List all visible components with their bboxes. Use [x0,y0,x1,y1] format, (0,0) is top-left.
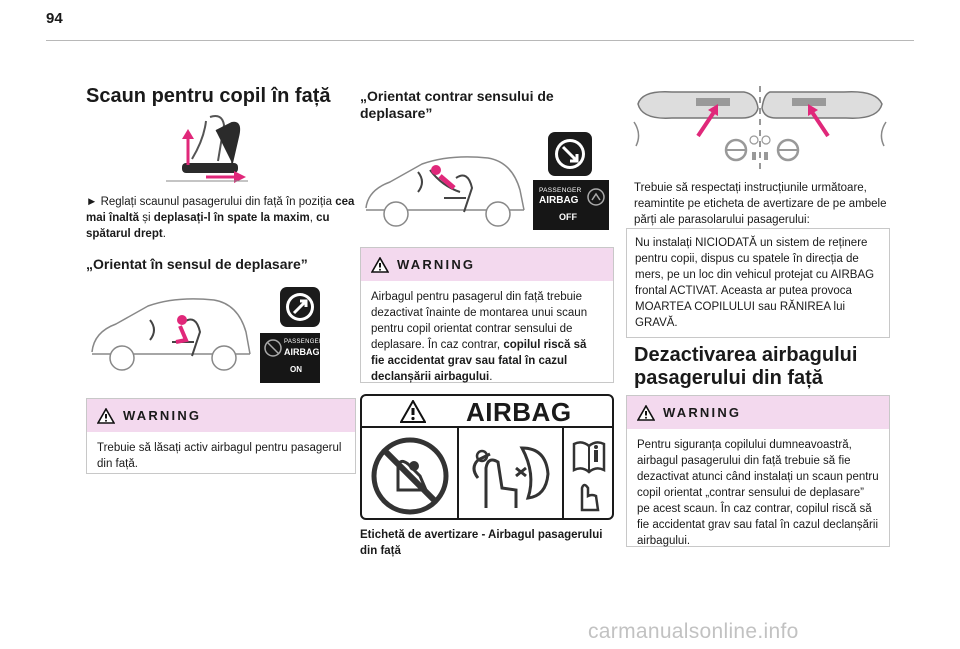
warning-text: Trebuie să lăsați activ airbagul pentru pasagerul din față. [97,442,342,470]
passenger-airbag-off-label: PASSENGER AIRBAG OFF [533,180,609,230]
warning-box-deactivate-airbag [360,247,614,383]
section-title-front-child-seat: Scaun pentru copil în față [86,85,331,107]
warning-header [361,248,613,281]
airbag-disabled-icon [264,339,282,357]
warning-box-child-safety [626,395,890,547]
top-divider [46,40,914,41]
warning-triangle-icon [97,408,115,424]
sun-visor-label-illustration [632,82,888,176]
airbag-switch-off-icon [548,132,592,176]
warning-header [87,399,355,432]
car-rear-facing-illustration [360,150,530,230]
warning-triangle-icon [371,257,389,273]
airbag-label-caption: Etichetă de avertizare - Airbagul pasagerului din față [360,529,603,557]
airbag-label-word: AIRBAG [466,397,572,427]
warning-text: Pentru siguranța copilului dumneavoastră, airbagul pasagerului din față trebuie să fie dezactivat atunci când instalați un scaun pentru copil orientat „contrar sensului de deplasare” pe acest scaun. În caz contrar, copilul riscă să fie accidentat grav sau fatal în cazul declanșării airbagului. [637,439,879,547]
subtitle-forward-facing: „Orientat în sensul de deplasare” [86,256,308,272]
airbag-label-header [362,396,612,428]
bullet-icon: ► [86,196,98,208]
section-title-deactivate-airbag: Dezactivarea airbagului pasagerului din față [634,344,858,389]
visor-instructions-intro: Trebuie să respectați instrucțiunile următoare, reamintite pe eticheta de avertizare de pe ambele părți ale parasolarului pasagerului: [634,182,887,226]
visor-warning-text-box: Nu instalați NICIODATĂ un sistem de reținere pentru copii, dispus cu spatele în direcția de mers, pe un loc din vehicul protejat cu AIRBAG frontal ACTIVAT. Aceasta ar putea provoca MOARTEA COPILULUI sau RĂNIREA lui GRAVĂ. [626,228,890,338]
section-title-rear-facing: „Orientat contrar sensului de deplasare” [360,88,554,121]
warning-title: WARNING [123,408,202,423]
manual-book-icon [570,436,608,516]
warning-title: WARNING [397,257,476,272]
airbag-child-seat-icon [587,188,605,206]
warning-header [627,396,889,429]
seat-airbag-deploy-icon [466,438,556,516]
passenger-airbag-on-label: PASSENGER AIRBAG ON [260,333,320,383]
watermark: carmanualsonline.info [588,620,799,643]
warning-title: WARNING [663,405,742,420]
warning-triangle-icon [637,405,655,421]
instruction-adjust-seat: ► Reglați scaunul pasagerului din față în poziția cea mai înaltă și deplasați-l în spate la maxim, cu spătarul drept. [86,196,355,240]
page-number: 94 [46,10,63,27]
airbag-switch-on-icon [280,287,320,327]
airbag-warning-label [360,394,614,520]
warning-box-keep-airbag [86,398,356,474]
warning-text: Airbagul pentru pasagerul din față trebuie dezactivat înainte de montarea unui scaun pentru copil orientat contrar sensului de deplasare. În caz contrar, copilul riscă să fie accidentat grav sau fatal în cazul declanșării airbagului. [371,291,588,383]
seat-adjust-illustration [162,113,252,187]
car-forward-facing-illustration [86,292,256,374]
warning-triangle-icon [400,400,426,423]
no-rear-facing-seat-icon [370,436,450,516]
